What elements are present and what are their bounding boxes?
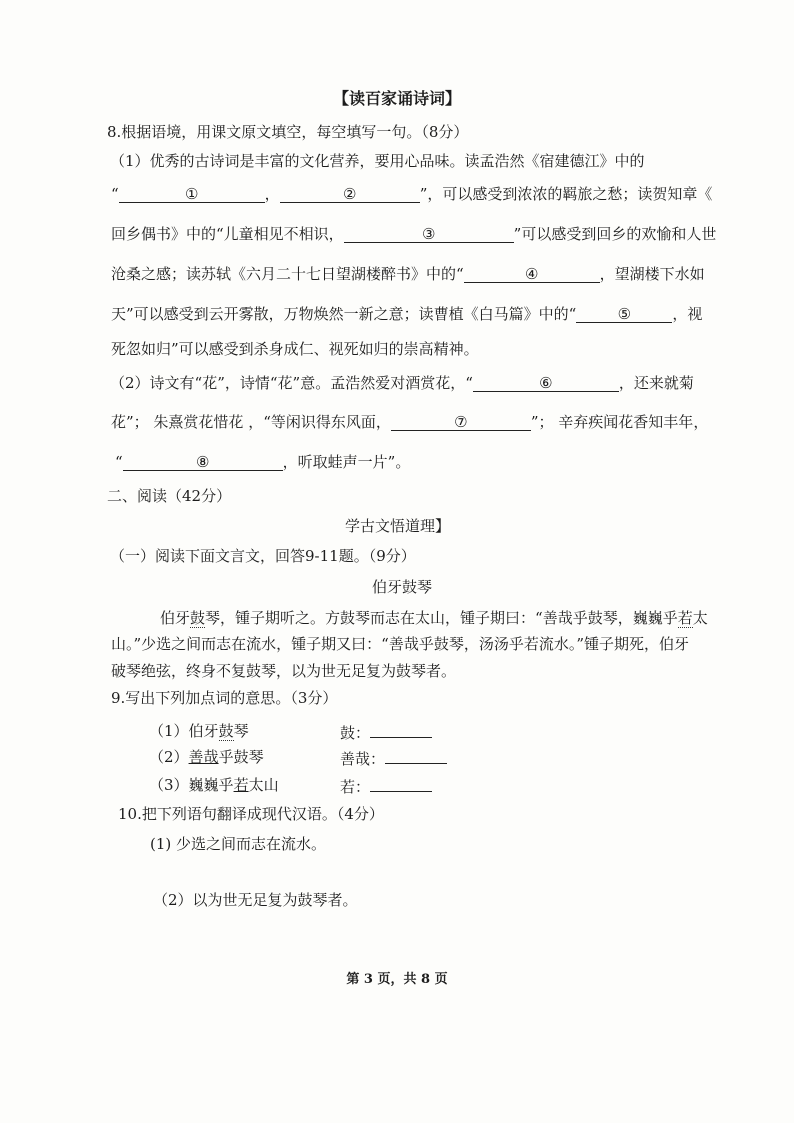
passage-title: 伯牙鼓琴 (372, 578, 433, 596)
q8-part2-line2: 花”； 朱熹赏花惜花 ，“等闲识得东风面， ⑦ ”； 辛弃疾闻花香知丰年， (111, 413, 709, 431)
question-8-stem: 8.根据语境，用课文原文填空，每空填写一句。（8分） (107, 123, 469, 141)
section-title-poetry: 【读百家诵诗词】 (332, 89, 461, 108)
q8-part2-line1: （2）诗文有“花”，诗情“花”意。孟浩然爱对酒赏花，“ ⑥ ，还来就菊 (110, 374, 694, 392)
passage-line3: 破琴绝弦，终身不复鼓琴，以为世无足复为鼓琴者。 (111, 662, 457, 680)
fill-blank-1[interactable]: ① (119, 184, 265, 203)
q9-item-1: （1）伯牙鼓琴 (149, 722, 249, 740)
fill-blank-5[interactable]: ⑤ (576, 304, 672, 323)
q8-part1-line3: 回乡偶书》中的“儿童相见不相识， ③ ”可以感受到回乡的欢愉和人世 (111, 225, 717, 243)
q9-answer-3: 若： (340, 775, 432, 797)
q8-part1-line4: 沧桑之感；读苏轼《六月二十七日望湖楼醉书》中的“ ④ ，望湖楼下水如 (111, 265, 705, 283)
question-10-stem: 10.把下列语句翻译成现代汉语。（4分） (118, 805, 384, 823)
q8-part1-line2: “ ① ， ② ”，可以感受到浓浓的羁旅之愁；读贺知章《 (111, 185, 713, 203)
fill-blank-8[interactable]: ⑧ (123, 452, 283, 471)
fill-blank-6[interactable]: ⑥ (473, 373, 619, 392)
q9-item-3: （3）巍巍乎若太山 (149, 776, 279, 794)
q8-part1-line1: （1）优秀的古诗词是丰富的文化营养，要用心品味。读孟浩然《宿建德江》中的 (110, 152, 645, 170)
q8-part1-line6: 死忽如归”可以感受到杀身成仁、视死如归的崇高精神。 (111, 340, 479, 358)
fill-blank-7[interactable]: ⑦ (391, 412, 531, 431)
q9-answer-1: 鼓： (340, 721, 432, 743)
sub1-heading: （一）阅读下面文言文，回答9-11题。（9分） (110, 547, 416, 565)
q10-sentence-1: (1) 少选之间而志在流水。 (150, 835, 327, 853)
q8-part1-line5: 天”可以感受到云开雾散，万物焕然一新之意；读曹植《白马篇》中的“ ⑤ ，视 (111, 305, 703, 323)
q9-item-2: （2）善哉乎鼓琴 (149, 748, 264, 766)
passage-line2: 山。”少选之间而志在流水，锺子期又曰：“善哉乎鼓琴，汤汤乎若流水。”锺子期死，伯牙 (111, 635, 690, 653)
fill-blank-3[interactable]: ③ (344, 224, 514, 243)
q10-sentence-2: （2）以为世无足复为鼓琴者。 (153, 891, 358, 909)
fill-blank-2[interactable]: ② (280, 184, 420, 203)
passage-line1: 伯牙鼓琴，锺子期听之。方鼓琴而志在太山，锺子期曰：“善哉乎鼓琴，巍巍乎若太 (160, 609, 708, 627)
question-9-stem: 9.写出下列加点词的意思。（3分） (111, 689, 338, 707)
page-footer: 第 3 页，共 8 页 (346, 972, 448, 987)
section-title-classical: 学古文悟道理】 (345, 517, 451, 535)
fill-blank-4[interactable]: ④ (464, 264, 600, 283)
answer-blank-1[interactable] (370, 721, 432, 738)
q9-answer-2: 善哉： (340, 747, 447, 769)
q8-part2-line3: “ ⑧ ，听取蛙声一片”。 (115, 453, 411, 471)
answer-blank-3[interactable] (370, 775, 432, 792)
answer-blank-2[interactable] (385, 747, 447, 764)
part2-heading: 二、阅读（42分） (107, 487, 232, 505)
